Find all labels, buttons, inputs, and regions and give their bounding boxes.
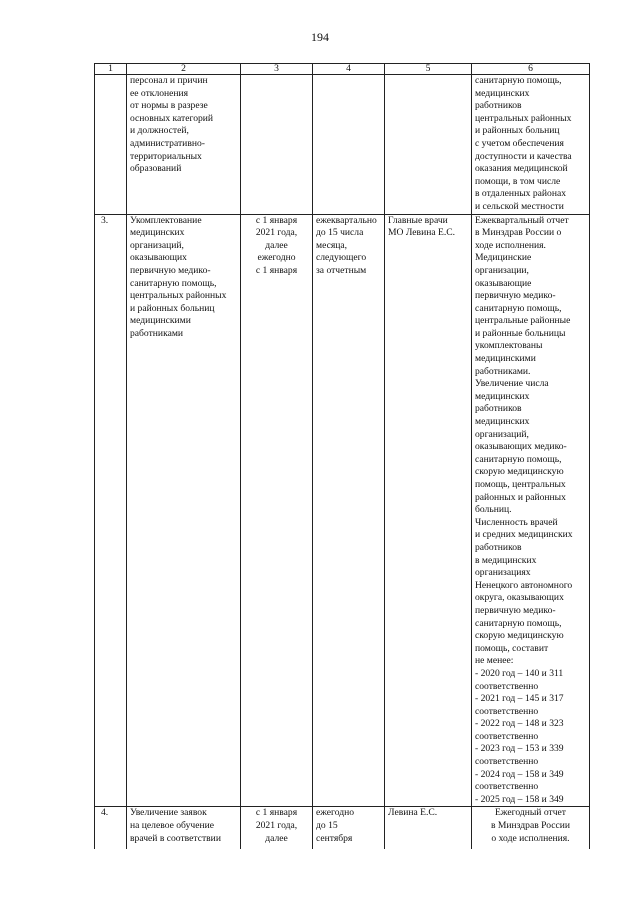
table-row xyxy=(95,807,590,850)
start-date: с 1 января 2021 года, далее ежегодно с 1 января xyxy=(241,214,313,807)
plan-table xyxy=(94,63,590,849)
frequency: ежегодно до 15 сентября xyxy=(313,807,385,850)
responsible xyxy=(385,75,472,215)
responsible: Главные врачи МО Левина Е.С. xyxy=(385,214,472,807)
col-header-4: 4 xyxy=(313,64,385,75)
expected-result: Ежеквартальный отчет в Минздрав России о ходе исполнения. Медицинские организации, оказывающие первичную медико- санитарную помощь, центральные районные и районные больницы укомплектованы медицинскими работниками. Увеличение числа медицинских работников медицинских организаций, оказывающих медико- санитарную помощь, скорую медицинскую помощь, центральных районных и районных больниц. Численность врачей и средних медицинских работников в медицинских организациях Ненецкого автономного округа, оказывающих первичную медико- санитарную помощь, скорую медицинскую помощь, составит не менее: - 2020 год – 140 и 311 соответственно - 2021 год – 145 и 317 соответственно - 2022 год – 148 и 323 соответственно - 2023 год – 153 и 339 соответственно - 2024 год – 158 и 349 соответственно - 2025 год – 158 и 349 xyxy=(472,214,590,807)
table-row xyxy=(95,214,590,807)
table-row xyxy=(95,75,590,215)
frequency: ежеквартально до 15 числа месяца, следующего за отчетным xyxy=(313,214,385,807)
frequency xyxy=(313,75,385,215)
page-number: 194 xyxy=(311,30,329,44)
col-header-6: 6 xyxy=(472,64,590,75)
start-date xyxy=(241,75,313,215)
col-header-1: 1 xyxy=(95,64,127,75)
measure-description: Увеличение заявок на целевое обучение врачей в соответствии xyxy=(127,807,241,850)
expected-result: Ежегодный отчет в Минздрав России о ходе исполнения. xyxy=(472,807,590,850)
row-number: 4. xyxy=(95,807,127,850)
start-date: с 1 января 2021 года, далее xyxy=(241,807,313,850)
row-number xyxy=(95,75,127,215)
col-header-5: 5 xyxy=(385,64,472,75)
col-header-3: 3 xyxy=(241,64,313,75)
column-number-row xyxy=(95,64,590,75)
measure-description: Укомплектование медицинских организаций, оказывающих первичную медико- санитарную помощь, центральных районных и районных больниц медицинскими работниками xyxy=(127,214,241,807)
row-number: 3. xyxy=(95,214,127,807)
measure-description: персонал и причин ее отклонения от нормы в разрезе основных категорий и должностей, административно- территориальных образований xyxy=(127,75,241,215)
expected-result: санитарную помощь, медицинских работников центральных районных и районных больниц с учетом обеспечения доступности и качества оказания медицинской помощи, в том числе в отдаленных районах и сельской местности xyxy=(472,75,590,215)
responsible: Левина Е.С. xyxy=(385,807,472,850)
col-header-2: 2 xyxy=(127,64,241,75)
